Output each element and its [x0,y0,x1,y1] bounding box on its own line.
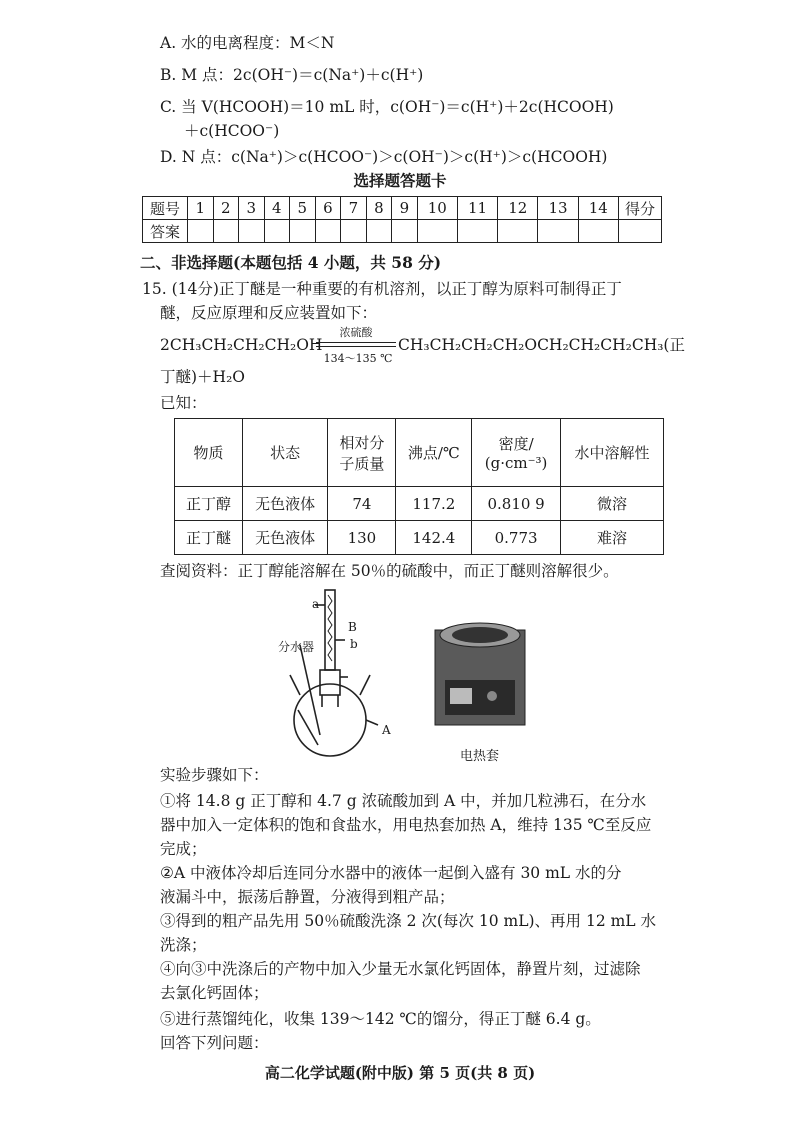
answer-cell[interactable] [239,220,265,243]
table-row [175,487,664,521]
answer-cell[interactable] [341,220,367,243]
step-line: 去氯化钙固体； [160,984,269,1002]
header-molar-mass [328,419,396,487]
cell: 0.773 [472,521,561,555]
header-boiling-point: 沸点/℃ [396,419,472,487]
option-c-line1: C. 当 V(HCOOH)＝10 mL 时，c(OH⁻)＝c(H⁺)＋2c(HCOOH) [160,98,614,116]
answer-cell[interactable] [538,220,578,243]
number-cell: 14 [578,197,618,220]
step-line: 液漏斗中，振荡后静置，分液得到粗产品； [160,888,455,906]
number-cell: 8 [366,197,392,220]
steps-title: 实验步骤如下： [160,766,269,784]
answer-card-number-row [143,197,662,220]
number-cell: 11 [457,197,497,220]
option-b: B. M 点：2c(OH⁻)＝c(Na⁺)＋c(H⁺) [160,66,424,84]
header-molar-mass-line1: 相对分 [339,433,385,452]
condition-label: 134～135 ℃ [323,352,393,365]
reference-info: 查阅资料：正丁醇能溶解在 50％的硫酸中，而正丁醚则溶解很少。 [160,562,619,580]
page-footer: 高二化学试题(附中版) 第 5 页(共 8 页) [264,1064,536,1082]
answer-cell[interactable] [498,220,538,243]
header-state: 状态 [242,419,328,487]
label-B: B [348,620,357,634]
score-cell[interactable] [619,220,662,243]
cell: 无色液体 [242,487,328,521]
reaction-arrow-lower [316,346,396,347]
label-separator: 分水器 [278,640,315,654]
cell: 微溶 [560,487,663,521]
reaction-arrow [316,342,396,343]
label-A: A [382,723,391,737]
label-a: a [312,597,320,611]
header-molar-mass-line2: 子质量 [339,454,385,473]
cell: 正丁醚 [175,521,243,555]
header-density-line1: 密度/ [498,435,534,453]
row-head-answer: 答案 [143,220,188,243]
label-heater: 电热套 [460,749,500,764]
product-continued: 丁醚)＋H₂O [160,368,245,386]
product: CH₃CH₂CH₂CH₂OCH₂CH₂CH₂CH₃(正 [398,336,685,354]
header-density [472,419,561,487]
step-line: ②A 中液体冷却后连同分水器中的液体一起倒入盛有 30 mL 水的分 [160,864,622,882]
heating-mantle-icon [435,623,525,725]
q15-intro-line1: 15. (14分)正丁醚是一种重要的有机溶剂，以正丁醇为原料可制得正丁 [142,280,622,298]
number-cell: 6 [315,197,341,220]
cell: 142.4 [396,521,472,555]
cell: 难溶 [560,521,663,555]
answer-card-title: 选择题答题卡 [353,171,447,190]
answer-cell[interactable] [315,220,341,243]
option-c-line2: ＋c(HCOO⁻) [184,122,280,140]
answer-cell[interactable] [457,220,497,243]
cell: 130 [328,521,396,555]
cell: 正丁醇 [175,487,243,521]
number-cell: 10 [417,197,457,220]
row-head-number: 题号 [143,197,188,220]
option-d: D. N 点：c(Na⁺)＞c(HCOO⁻)＞c(OH⁻)＞c(H⁺)＞c(HCOOH) [160,148,608,166]
known-label: 已知： [160,394,207,412]
answer-cell[interactable] [213,220,239,243]
number-cell: 7 [341,197,367,220]
number-cell: 5 [290,197,316,220]
section-heading: 二、非选择题(本题包括 4 小题，共 58 分) [140,253,442,272]
option-a: A. 水的电离程度：M＜N [160,34,335,52]
answer-cell[interactable] [392,220,418,243]
step-line: 器中加入一定体积的饱和食盐水，用电热套加热 A，维持 135 ℃至反应 [160,816,652,834]
answer-card-table [142,196,662,243]
property-header-row [175,419,664,487]
cell: 74 [328,487,396,521]
number-cell: 4 [264,197,290,220]
cell: 无色液体 [242,521,328,555]
table-row [175,521,664,555]
water-separator-icon [320,670,340,695]
cell: 0.810 9 [472,487,561,521]
header-solubility: 水中溶解性 [560,419,663,487]
apparatus-figure [270,585,610,765]
step-line: ③得到的粗产品先用 50％硫酸洗涤 2 次(每次 10 mL)、再用 12 mL 水 [160,912,657,930]
answer-cell[interactable] [264,220,290,243]
number-cell: 1 [188,197,214,220]
number-cell: 2 [213,197,239,220]
step-line: ①将 14.8 g 正丁醇和 4.7 g 浓硫酸加到 A 中，并加几粒沸石，在分水 [160,792,647,810]
answer-cell[interactable] [417,220,457,243]
number-cell: 9 [392,197,418,220]
header-substance: 物质 [175,419,243,487]
number-cell: 3 [239,197,265,220]
cell: 117.2 [396,487,472,521]
reactant: 2CH₃CH₂CH₂CH₂OH [160,336,323,354]
number-cell: 12 [498,197,538,220]
answer-cell[interactable] [188,220,214,243]
label-b: b [350,637,358,651]
header-density-line2: (g·cm⁻³) [484,454,548,472]
q15-intro-line2: 醚，反应原理和反应装置如下： [160,304,378,322]
answer-card-answer-row [143,220,662,243]
step-line: 完成； [160,840,207,858]
number-cell: 13 [538,197,578,220]
answer-cell[interactable] [578,220,618,243]
catalyst-label: 浓硫酸 [339,326,373,339]
step-line: 回答下列问题： [160,1034,269,1052]
score-label: 得分 [619,197,662,220]
property-table [174,418,664,555]
answer-cell[interactable] [290,220,316,243]
step-line: 洗涤； [160,936,207,954]
step-line: ⑤进行蒸馏纯化，收集 139～142 ℃的馏分，得正丁醚 6.4 g。 [160,1010,601,1028]
step-line: ④向③中洗涤后的产物中加入少量无水氯化钙固体，静置片刻，过滤除 [160,960,641,978]
answer-cell[interactable] [366,220,392,243]
